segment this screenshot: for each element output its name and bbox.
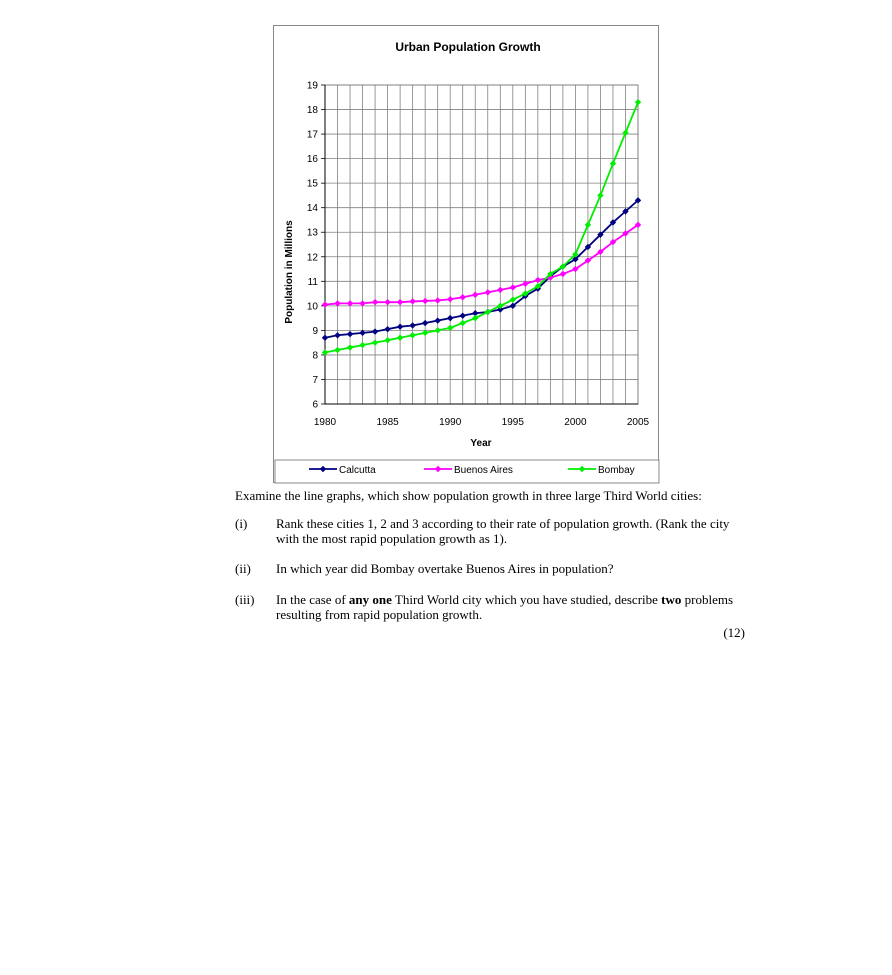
data-point-calcutta [322, 335, 328, 341]
question-text-part: problems resulting from rapid population growth. [276, 592, 734, 622]
x-tick-label: 2000 [564, 417, 587, 428]
y-axis-label: Population in Millions [284, 220, 295, 324]
data-point-calcutta [397, 324, 403, 330]
y-tick-label: 17 [306, 129, 318, 141]
marks-allocation: (12) [723, 625, 745, 640]
data-point-calcutta [422, 320, 428, 326]
y-tick-label: 6 [312, 399, 318, 411]
question-number: (ii) [235, 561, 251, 576]
data-point-bombay [610, 160, 616, 166]
data-point-buenos-aires [485, 289, 491, 295]
question-number: (i) [235, 516, 248, 531]
chart-title: Urban Population Growth [395, 40, 541, 54]
data-point-buenos-aires [460, 294, 466, 300]
data-point-bombay [359, 342, 365, 348]
legend-label-calcutta: Calcutta [339, 465, 376, 476]
question-number: (iii) [235, 592, 255, 607]
data-point-bombay [510, 297, 516, 303]
question-emphasis: two [661, 592, 682, 607]
x-tick-label: 1980 [313, 417, 337, 428]
x-axis-label: Year [470, 438, 492, 449]
y-tick-label: 16 [306, 154, 318, 166]
data-point-calcutta [334, 332, 340, 338]
data-point-calcutta [372, 328, 378, 334]
data-point-calcutta [434, 317, 440, 323]
data-point-calcutta [384, 326, 390, 332]
y-tick-label: 11 [307, 276, 318, 288]
question-ii [235, 561, 745, 576]
question-text: Rank these cities 1, 2 and 3 according to their rate of population growth. (Rank the city with the most rapid population growth as 1). [276, 516, 730, 546]
data-point-bombay [460, 320, 466, 326]
question-iii [235, 592, 745, 622]
y-tick-label: 15 [306, 178, 318, 190]
data-point-buenos-aires [372, 299, 378, 305]
data-point-buenos-aires [497, 287, 503, 293]
chart-frame [273, 25, 659, 483]
y-tick-label: 7 [312, 374, 318, 386]
data-point-bombay [622, 130, 628, 136]
data-point-buenos-aires [434, 297, 440, 303]
series-line-bombay [325, 102, 638, 352]
data-point-bombay [347, 344, 353, 350]
data-point-calcutta [347, 331, 353, 337]
y-tick-label: 19 [306, 80, 318, 92]
y-tick-label: 9 [312, 325, 318, 337]
y-tick-label: 10 [306, 301, 318, 313]
line-chart [274, 26, 660, 484]
x-tick-label: 1995 [501, 417, 524, 428]
data-point-buenos-aires [560, 271, 566, 277]
data-point-bombay [372, 339, 378, 345]
question-i [235, 516, 745, 546]
data-point-buenos-aires [535, 277, 541, 283]
legend-label-bombay: Bombay [598, 465, 635, 476]
data-point-buenos-aires [510, 284, 516, 290]
data-point-buenos-aires [384, 299, 390, 305]
y-tick-label: 12 [306, 252, 318, 264]
x-tick-label: 1990 [439, 417, 462, 428]
y-tick-label: 14 [306, 203, 318, 215]
x-tick-label: 1985 [376, 417, 399, 428]
series-line-calcutta [325, 200, 638, 337]
y-tick-label: 18 [306, 105, 318, 117]
data-point-bombay [485, 309, 491, 315]
data-point-buenos-aires [322, 301, 328, 307]
y-tick-label: 13 [306, 227, 318, 239]
data-point-calcutta [447, 315, 453, 321]
question-text: In which year did Bombay overtake Buenos Aires in population? [276, 561, 614, 576]
data-point-bombay [585, 222, 591, 228]
data-point-bombay [397, 335, 403, 341]
y-tick-label: 8 [312, 350, 318, 362]
data-point-buenos-aires [409, 298, 415, 304]
question-block [235, 488, 745, 640]
question-text-part: Third World city which you have studied, describe [391, 592, 662, 607]
data-point-calcutta [460, 312, 466, 318]
question-text-part: In the case of [276, 592, 349, 607]
data-point-buenos-aires [447, 296, 453, 302]
series-line-buenos-aires [325, 225, 638, 305]
data-point-buenos-aires [472, 292, 478, 298]
legend-label-buenos-aires: Buenos Aires [454, 465, 513, 476]
data-point-bombay [635, 99, 641, 105]
data-point-bombay [597, 192, 603, 198]
question-intro: Examine the line graphs, which show population growth in three large Third World cities: [235, 488, 702, 503]
data-point-bombay [334, 347, 340, 353]
x-tick-label: 2005 [626, 417, 650, 428]
data-point-buenos-aires [422, 298, 428, 304]
data-point-bombay [472, 315, 478, 321]
data-point-calcutta [409, 322, 415, 328]
data-point-bombay [409, 332, 415, 338]
data-point-buenos-aires [397, 299, 403, 305]
data-point-bombay [384, 337, 390, 343]
data-point-bombay [434, 327, 440, 333]
question-emphasis: any one [348, 592, 392, 607]
